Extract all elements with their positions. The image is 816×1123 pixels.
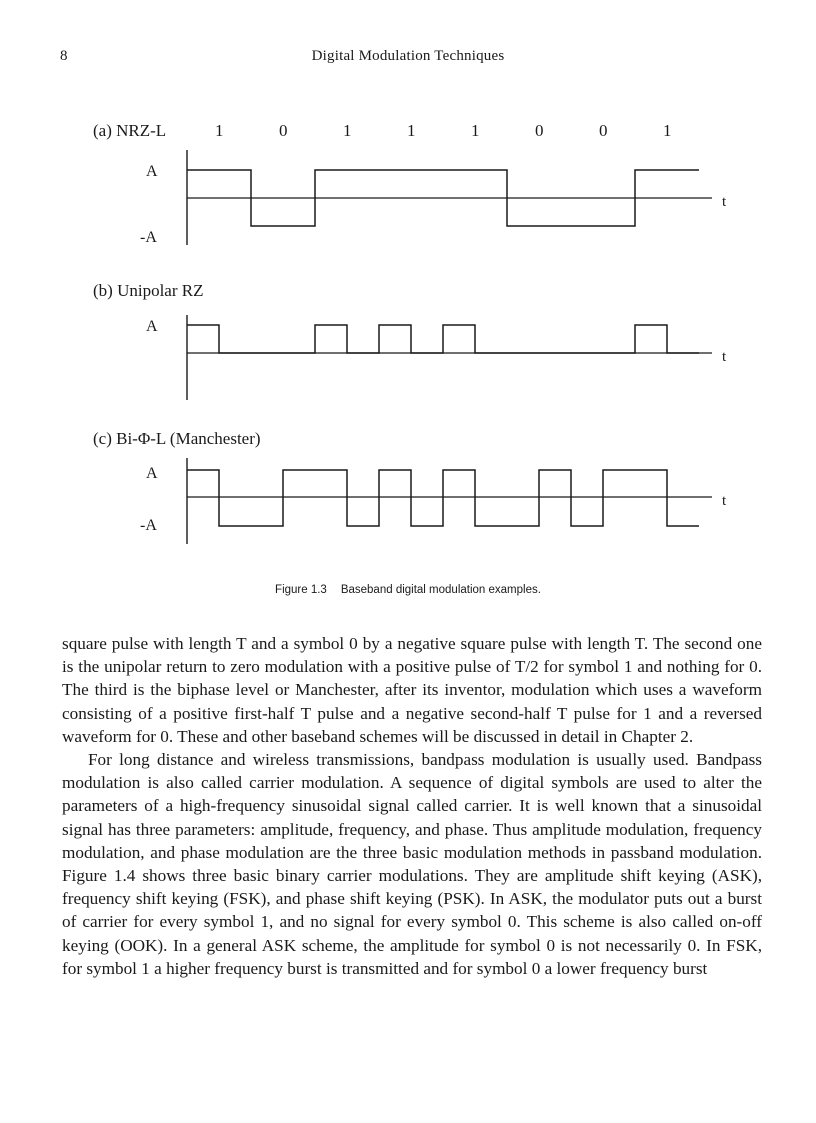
running-title: Digital Modulation Techniques	[311, 48, 505, 64]
time-axis-label: t	[722, 349, 727, 365]
level-label-top: A	[146, 465, 158, 482]
bit-label: 1	[663, 121, 672, 140]
paragraph: square pulse with length T and a symbol 0 by a negative square pulse with length T. The second one is the unipolar return to zero modulation with a positive pulse of T/2 for symbol 1 and nothing for 0. The third is the biphase level or Manchester, after its inventor, modulation which uses a waveform consisting of a positive first-half T pulse and a negative second-half T pulse for 1 and a reversed waveform for 0. These and other baseband schemes will be discussed in detail in Chapter 2.	[62, 634, 762, 746]
paragraph: For long distance and wireless transmissions, bandpass modulation is usually used. Bandpass modulation is also called carrier modulation. A sequence of digital symbols are used to alter the parameters of a high-frequency sinusoidal signal called carrier. It is well known that a sinusoidal signal has three parameters: amplitude, frequency, and phase. Thus amplitude modulation, frequency modulation, and phase modulation are the three basic modulation methods in passband modulation. Figure 1.4 shows three basic binary carrier modulations. They are amplitude shift keying (ASK), frequency shift keying (FSK), and phase shift keying (PSK). In ASK, the modulator puts out a burst of carrier for every symbol 1, and no signal for every symbol 0. This scheme is also called on-off keying (OOK). In a general ASK scheme, the amplitude for symbol 0 is not necessarily 0. In FSK, for symbol 1 a higher frequency burst is transmitted and for symbol 0 a lower frequency burst	[62, 750, 762, 978]
rz-waveform	[187, 325, 699, 353]
panel-manchester	[93, 429, 727, 544]
bit-labels	[215, 121, 672, 140]
panel-nrz-l	[93, 121, 727, 246]
page-header	[0, 48, 816, 72]
panel-label: (b) Unipolar RZ	[93, 281, 204, 300]
figure-baseband-modulation	[0, 100, 816, 570]
page-number: 8	[60, 48, 68, 64]
caption-number: Figure 1.3	[275, 584, 327, 596]
level-label-bottom: -A	[140, 517, 157, 534]
bit-label: 0	[599, 121, 608, 140]
body-text	[62, 632, 762, 980]
caption-text: Baseband digital modulation examples.	[340, 584, 541, 596]
bit-label: 1	[215, 121, 224, 140]
level-label-bottom: -A	[140, 229, 157, 246]
bit-label: 1	[343, 121, 352, 140]
time-axis-label: t	[722, 194, 727, 210]
level-label-top: A	[146, 318, 158, 335]
panel-unipolar-rz	[93, 281, 727, 400]
panel-label: (c) Bi-Φ-L (Manchester)	[93, 429, 261, 448]
time-axis-label: t	[722, 493, 727, 509]
figure-caption	[0, 584, 816, 596]
bit-label: 1	[407, 121, 416, 140]
bit-label: 0	[535, 121, 544, 140]
bit-label: 0	[279, 121, 288, 140]
panel-label: (a) NRZ-L	[93, 121, 167, 140]
manchester-waveform	[187, 470, 699, 526]
level-label-top: A	[146, 163, 158, 180]
bit-label: 1	[471, 121, 480, 140]
